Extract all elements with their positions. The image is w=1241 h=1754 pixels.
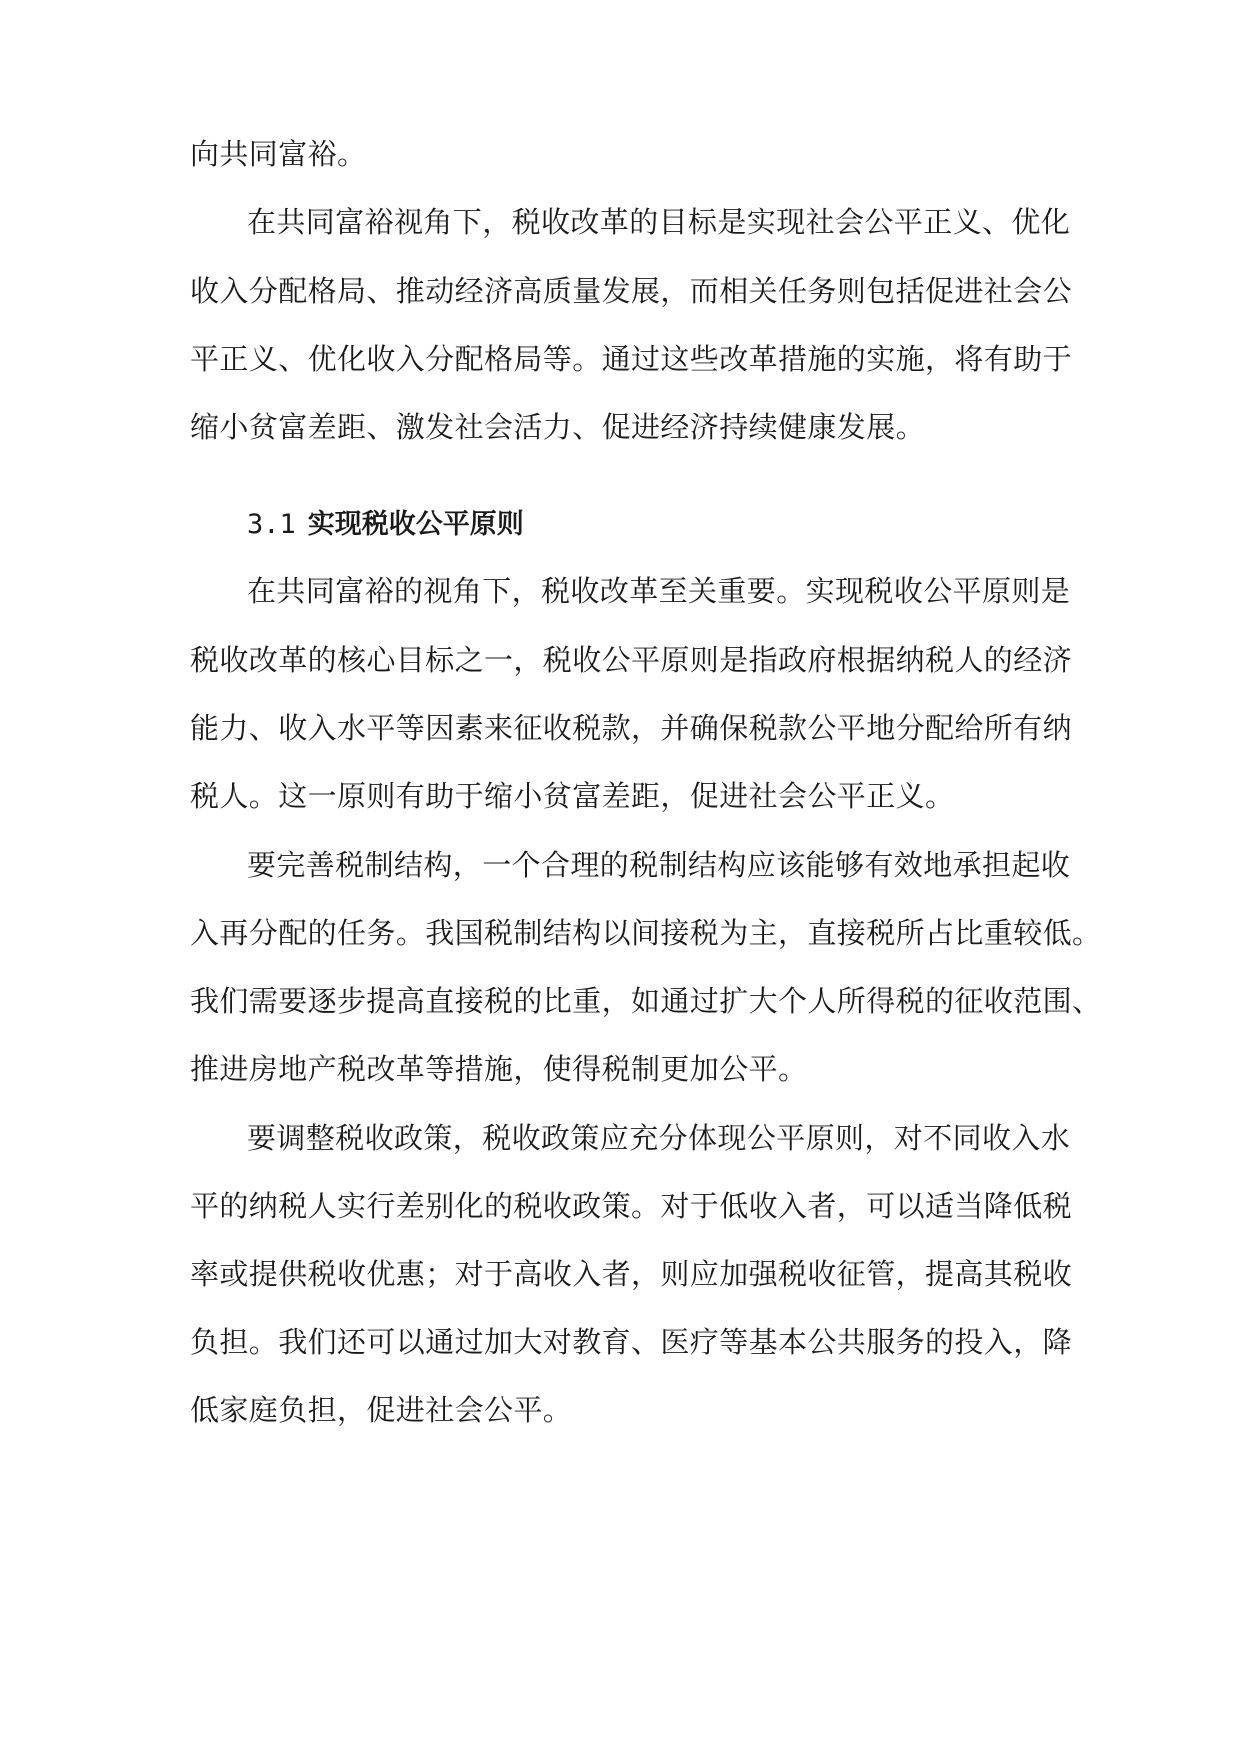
paragraph-line: 入再分配的任务。我国税制结构以间接税为主，直接税所占比重较低。 (190, 916, 1102, 950)
paragraph-line: 平的纳税人实行差别化的税收政策。对于低收入者，可以适当降低税 (190, 1189, 1073, 1223)
paragraph-line: 负担。我们还可以通过加大对教育、医疗等基本公共服务的投入，降 (190, 1325, 1073, 1359)
section-heading (247, 505, 524, 545)
paragraph-line: 我们需要逐步提高直接税的比重，如通过扩大个人所得税的征收范围、 (190, 984, 1102, 1018)
paragraph-line: 推进房地产税改革等措施，使得税制更加公平。 (190, 1052, 808, 1086)
paragraph-line: 能力、收入水平等因素来征收税款，并确保税款公平地分配给所有纳 (190, 711, 1073, 745)
paragraph-line: 率或提供税收优惠；对于高收入者，则应加强税收征管，提高其税收 (190, 1257, 1073, 1291)
section-number: 3.1 (247, 509, 296, 540)
paragraph-line: 税收改革的核心目标之一，税收公平原则是指政府根据纳税人的经济 (190, 643, 1073, 677)
paragraph-line: 缩小贫富差距、激发社会活力、促进经济持续健康发展。 (190, 410, 926, 444)
paragraph-line: 低家庭负担，促进社会公平。 (190, 1393, 573, 1427)
paragraph-line: 收入分配格局、推动经济高质量发展，而相关任务则包括促进社会公 (190, 274, 1073, 308)
paragraph-line: 要调整税收政策，税收政策应充分体现公平原则，对不同收入水 (247, 1121, 1071, 1155)
paragraph-line: 在共同富裕的视角下，税收改革至关重要。实现税收公平原则是 (247, 574, 1071, 608)
paragraph-line: 平正义、优化收入分配格局等。通过这些改革措施的实施，将有助于 (190, 342, 1073, 376)
section-title: 实现税收公平原则 (307, 509, 524, 540)
paragraph-line: 要完善税制结构，一个合理的税制结构应该能够有效地承担起收 (247, 848, 1071, 882)
paragraph-line: 向共同富裕。 (190, 137, 367, 171)
paragraph-line: 税人。这一原则有助于缩小贫富差距，促进社会公平正义。 (190, 779, 955, 813)
paragraph-line: 在共同富裕视角下，税收改革的目标是实现社会公平正义、优化 (247, 205, 1071, 239)
